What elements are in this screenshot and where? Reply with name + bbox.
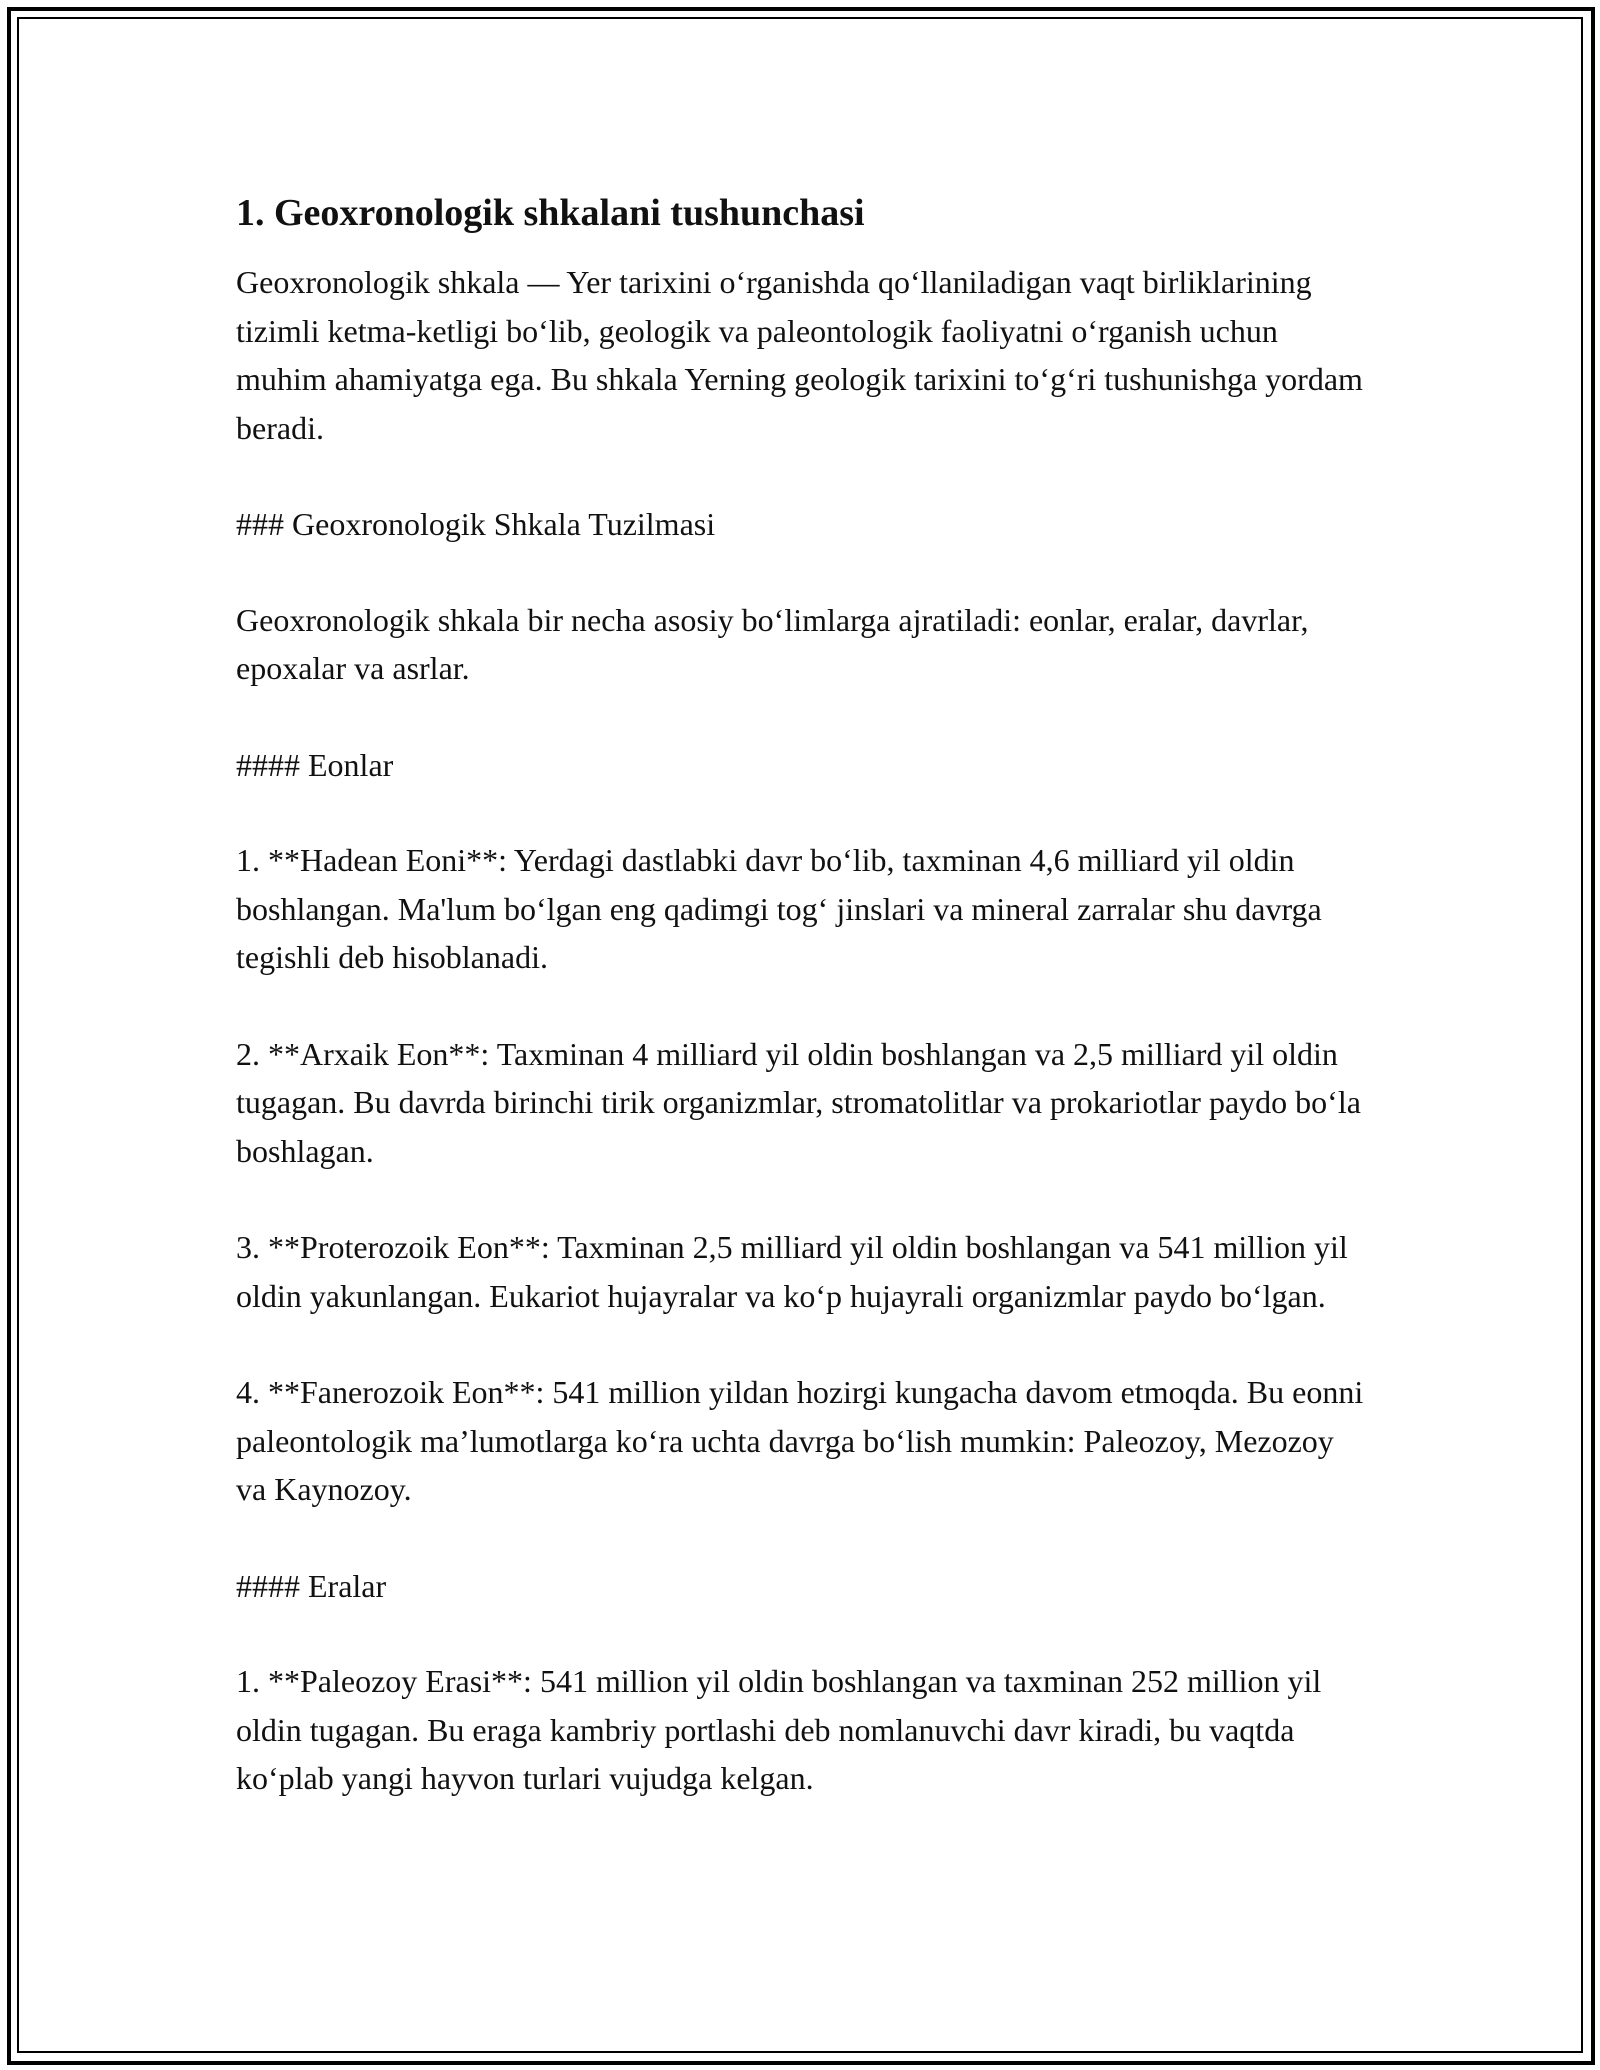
eon-item-proterozoik: 3. **Proterozoik Eon**: Taxminan 2,5 milliard yil oldin boshlangan va 541 million yil oldin yakunlangan. Eukariot hujayralar va ko‘p hujayrali organizmlar paydo bo‘lgan. (236, 1229, 1348, 1314)
eons-heading: #### Eonlar (236, 746, 394, 783)
intro-paragraph: Geoxronologik shkala — Yer tarixini o‘rganishda qo‘llaniladigan vaqt birliklarining tizimli ketma-ketligi bo‘lib, geologik va paleontologik faoliyatni o‘rganish uchun muhim ahamiyatga ega. Bu shkala Yerning geologik tarixini to‘g‘ri tushunishga yordam beradi. (236, 264, 1363, 446)
eras-heading: #### Eralar (236, 1567, 387, 1604)
document-title: 1. Geoxronologik shkalani tushunchasi (236, 192, 865, 234)
structure-paragraph: Geoxronologik shkala bir necha asosiy bo‘limlarga ajratiladi: eonlar, eralar, davrlar, epoxalar va asrlar. (236, 601, 1309, 686)
structure-heading: ### Geoxronologik Shkala Tuzilmasi (236, 506, 716, 542)
eon-item-arxaik: 2. **Arxaik Eon**: Taxminan 4 milliard yil oldin boshlangan va 2,5 milliard yil oldin tugagan. Bu davrda birinchi tirik organizmlar, stromatolitlar va prokariotlar paydo bo‘la boshlagan. (236, 1035, 1361, 1169)
eon-item-fanerozoik: 4. **Fanerozoik Eon**: 541 million yildan hozirgi kungacha davom etmoqda. Bu eonni paleontologik ma’lumotlarga ko‘ra uchta davrga bo‘lish mumkin: Paleozoy, Mezozoy va Kaynozoy. (236, 1374, 1364, 1507)
era-item-paleozoy: 1. **Paleozoy Erasi**: 541 million yil oldin boshlangan va taxminan 252 million yil oldin tugagan. Bu eraga kambriy portlashi deb nomlanuvchi davr kiradi, bu vaqtda ko‘plab yangi hayvon turlari vujudga kelgan. (236, 1663, 1322, 1796)
document-body (236, 188, 1366, 1851)
eon-item-hadean: 1. **Hadean Eoni**: Yerdagi dastlabki davr bo‘lib, taxminan 4,6 milliard yil oldin boshlangan. Ma'lum bo‘lgan eng qadimgi tog‘ jinslari va mineral zarralar shu davrga tegishli deb hisoblanadi. (236, 842, 1322, 975)
